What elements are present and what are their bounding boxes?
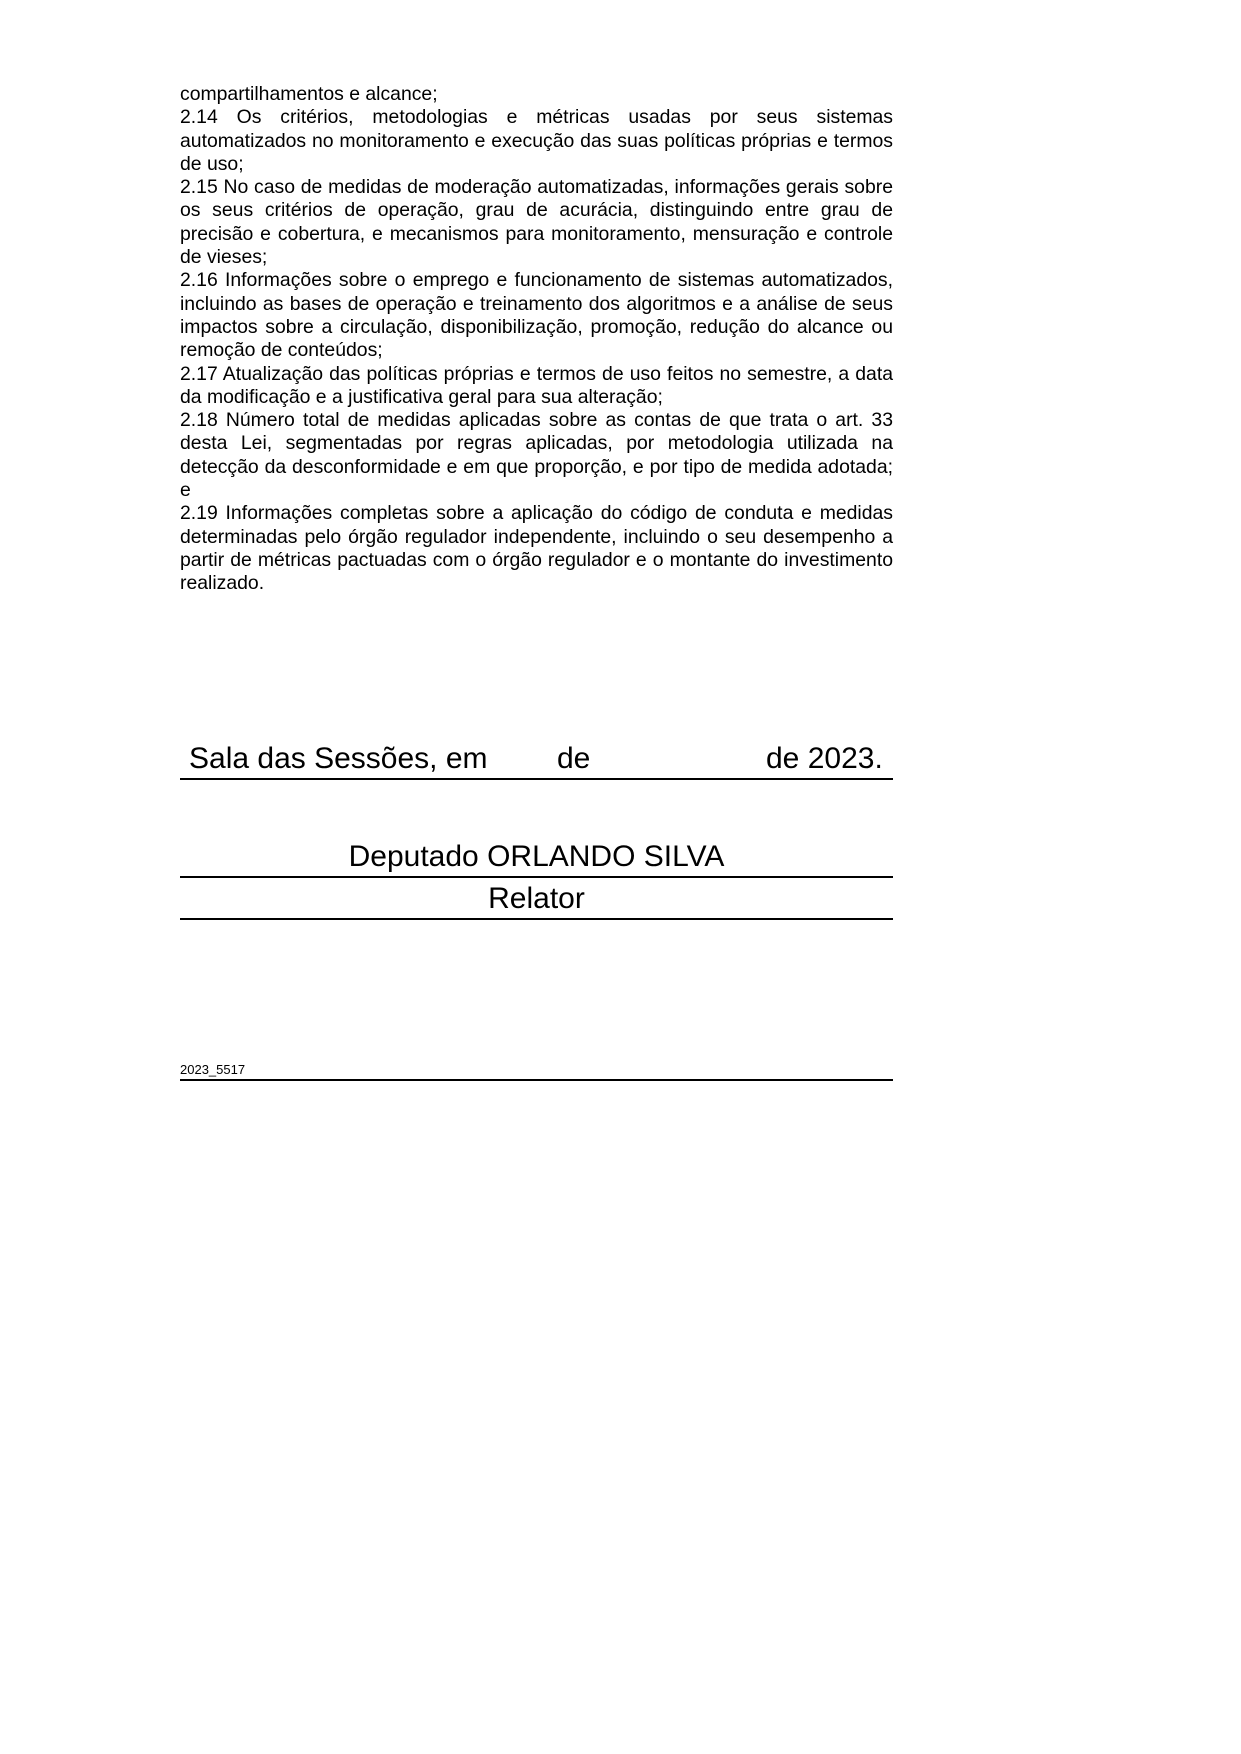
paragraph-2-14: 2.14 Os critérios, metodologias e métricas usadas por seus sistemas automatizados no monitoramento e execução das suas políticas próprias e termos de uso; bbox=[180, 106, 893, 175]
sala-month-de: de bbox=[557, 742, 591, 775]
paragraph-2-15: 2.15 No caso de medidas de moderação automatizadas, informações gerais sobre os seus critérios de operação, grau de acurácia, distinguindo entre grau de precisão e cobertura, e mecanismos para monitoramento, mensuração e controle de vieses; bbox=[180, 176, 893, 269]
sala-prefix: Sala das Sessões, em bbox=[189, 742, 488, 775]
sala-das-sessoes-line bbox=[180, 740, 893, 780]
paragraph-2-17: 2.17 Atualização das políticas próprias e termos de uso feitos no semestre, a data da modificação e a justificativa geral para sua alteração; bbox=[180, 362, 893, 408]
paragraph-continuation: compartilhamentos e alcance; bbox=[180, 83, 438, 105]
paragraph-2-16: 2.16 Informações sobre o emprego e funcionamento de sistemas automatizados, incluindo as bases de operação e treinamento dos algoritmos e a análise de seus impactos sobre a circulação, disponibilização, promoção, redução do alcance ou remoção de conteúdos; bbox=[180, 269, 893, 362]
deputado-signature: Deputado ORLANDO SILVA bbox=[180, 838, 893, 878]
paragraph-2-19: 2.19 Informações completas sobre a aplicação do código de conduta e medidas determinadas pelo órgão regulador independente, incluindo o seu desempenho a partir de métricas pactuadas com o órgão regulador e o montante do investimento realizado. bbox=[180, 502, 893, 595]
document-body bbox=[180, 83, 893, 596]
footer-document-code: 2023_5517 bbox=[180, 1062, 893, 1081]
sala-year: de 2023. bbox=[766, 742, 883, 775]
relator-title: Relator bbox=[180, 880, 893, 920]
paragraph-2-18: 2.18 Número total de medidas aplicadas sobre as contas de que trata o art. 33 desta Lei, segmentadas por regras aplicadas, por metodologia utilizada na detecção da desconformidade e em que proporção, e por tipo de medida adotada; e bbox=[180, 409, 893, 502]
